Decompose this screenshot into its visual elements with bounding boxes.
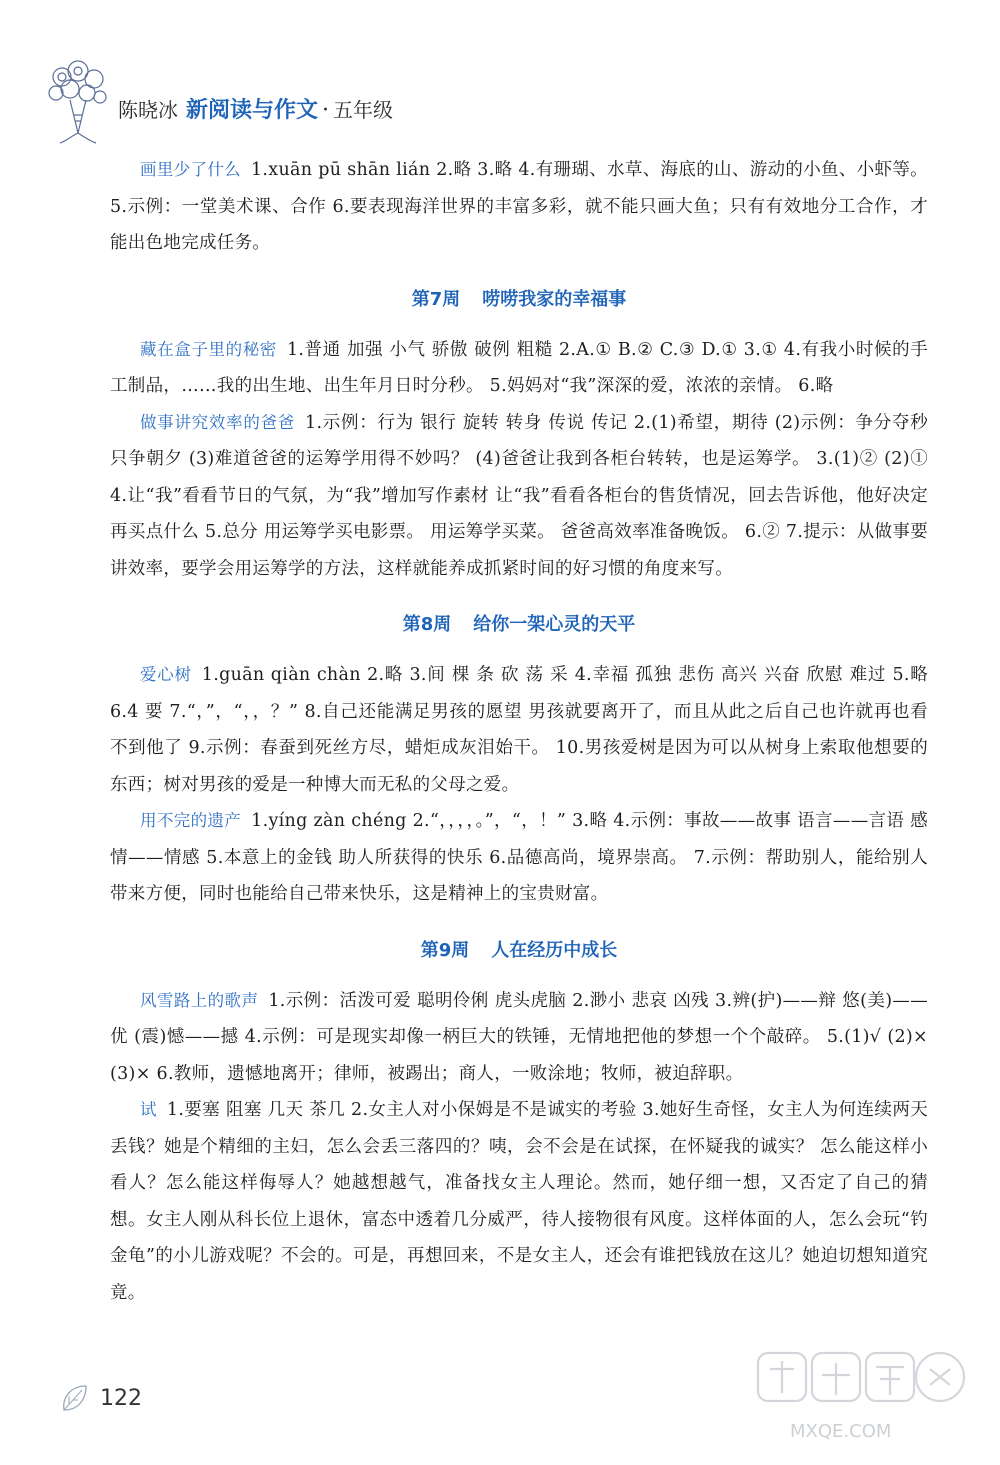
article-answers: 1.要塞 阻塞 几天 茶几 2.女主人对小保姆是不是诚实的考验 3.她好生奇怪，女主人为何连续两天丢钱？她是个精细的主妇，怎么会丢三落四的？咦，会不会是在试探，在怀疑我的诚实？ 怎么能这样小看人？怎么能这样侮辱人？她越想越气，准备找女主人理论。然而，她仔细一想，又否定了自己的猜想。女主人刚从科长位上退休，富态中透着几分威严，待人接物很有风度。这样体面的人，怎么会玩“钓金龟”的小儿游戏呢？不会的。可是，再想回来，不是女主人，还会有谁把钱放在这儿？她迫切想知道究竟。 (110, 1100, 928, 1303)
article-block (110, 405, 928, 588)
book-title (118, 93, 393, 124)
flower-bouquet-icon (40, 55, 115, 145)
page-header (40, 55, 640, 145)
week-heading (110, 597, 928, 653)
article-answers: 1.xuān pū shān lián 2.略 3.略 4.有珊瑚、水草、海底的山、游动的小鱼、小虾等。 5.示例：一堂美术课、合作 6.要表现海洋世界的丰富多彩，就不能只画大鱼；只有有效地分工合作，才能出色地完成任务。 (110, 160, 928, 253)
week-number: 第8周 (402, 614, 452, 635)
article-answers: 1.示例：行为 银行 旋转 转身 传说 传记 2.(1)希望，期待 (2)示例：争分夺秒 只争朝夕 (3)难道爸爸的运筹学用得不妙吗？ (4)爸爸让我到各柜台转转，也是运筹学。 3.(1)② (2)① 4.让“我”看看节日的气氛，为“我”增加写作素材 让“我”看看各柜台的售货情况，回去告诉他，他好决定再买点什么 5.总分 用运筹学买电影票。 用运筹学买菜。 爸爸高效率准备晚饭。 6.② 7.提示：从做事要讲效率，要学会用运筹学的方法，这样就能养成抓紧时间的好习惯的角度来写。 (110, 412, 929, 579)
page-footer (60, 1378, 260, 1418)
week-heading (110, 923, 928, 979)
grade-label: 五年级 (333, 98, 394, 122)
article-block (110, 657, 928, 803)
article-block (110, 803, 928, 913)
watermark-text: MXQE.COM (790, 1421, 892, 1442)
leaf-ornament-icon (60, 1382, 90, 1416)
title-separator: · (322, 98, 330, 123)
answer-content (110, 152, 928, 1311)
article-answers: 1.guān qiàn chàn 2.略 3.间 棵 条 砍 荡 采 4.幸福 孤独 悲伤 高兴 兴奋 欣慰 难过 5.略 6.4 要 7.“，”，“，，？” 8.自己还能满足男孩的愿望 男孩就要离开了，而且从此之后自己也许就再也看不到他了 9.示例：春蚕到死丝方尽，蜡炬成灰泪始干。 10.男孩爱树是因为可以从树身上索取他想要的东西；树对男孩的爱是一种博大而无私的父母之爱。 (110, 665, 928, 795)
article-block (110, 1092, 928, 1311)
week-heading (110, 272, 928, 328)
article-title: 做事讲究效率的爸爸 (140, 412, 296, 432)
article-title: 风雪路上的歌声 (140, 990, 259, 1010)
article-block (110, 152, 928, 262)
page-number: 122 (100, 1386, 142, 1411)
article-answers: 1.示例：活泼可爱 聪明伶俐 虎头虎脑 2.渺小 悲哀 凶残 3.辨(护)——辩 悠(美)——优 (震)憾——撼 4.示例：可是现实却像一柄巨大的铁锤，无情地把他的梦想一个个敲碎。 5.(1)√ (2)× (3)× 6.教师，遗憾地离开；律师，被踢出；商人，一败涂地；牧师，被迫辞职。 (110, 990, 928, 1084)
author-name: 陈晓冰 (118, 98, 178, 122)
article-title: 用不完的遗产 (140, 811, 242, 830)
series-title: 新阅读与作文 (186, 98, 319, 123)
article-block (110, 983, 928, 1093)
article-title: 试 (140, 1100, 157, 1119)
article-title: 爱心树 (140, 665, 192, 684)
watermark-logo (750, 1345, 970, 1455)
week-theme: 唠唠我家的幸福事 (482, 288, 627, 310)
article-answers: 1.普通 加强 小气 骄傲 破例 粗糙 2.A.① B.② C.③ D.① 3.① 4.有我小时候的手工制品，……我的出生地、出生年月日时分秒。 5.妈妈对“我”深深的爱，浓浓的亲情。 6.略 (110, 339, 929, 396)
week-theme: 给你一架心灵的天平 (473, 614, 636, 635)
week-number: 第7周 (411, 288, 461, 310)
week-theme: 人在经历中成长 (491, 939, 618, 961)
week-number: 第9周 (420, 939, 470, 961)
article-answers: 1.yíng zàn chéng 2.“，，，，。”，“，！” 3.略 4.示例：事故——故事 语言——言语 感情——情感 5.本意上的金钱 助人所获得的快乐 6.品德高尚，境界崇高。 7.示例：帮助别人，能给别人带来方便，同时也能给自己带来快乐，这是精神上的宝贵财富。 (110, 811, 928, 904)
article-block (110, 332, 928, 405)
article-title: 画里少了什么 (140, 160, 241, 179)
article-title: 藏在盒子里的秘密 (140, 339, 277, 359)
